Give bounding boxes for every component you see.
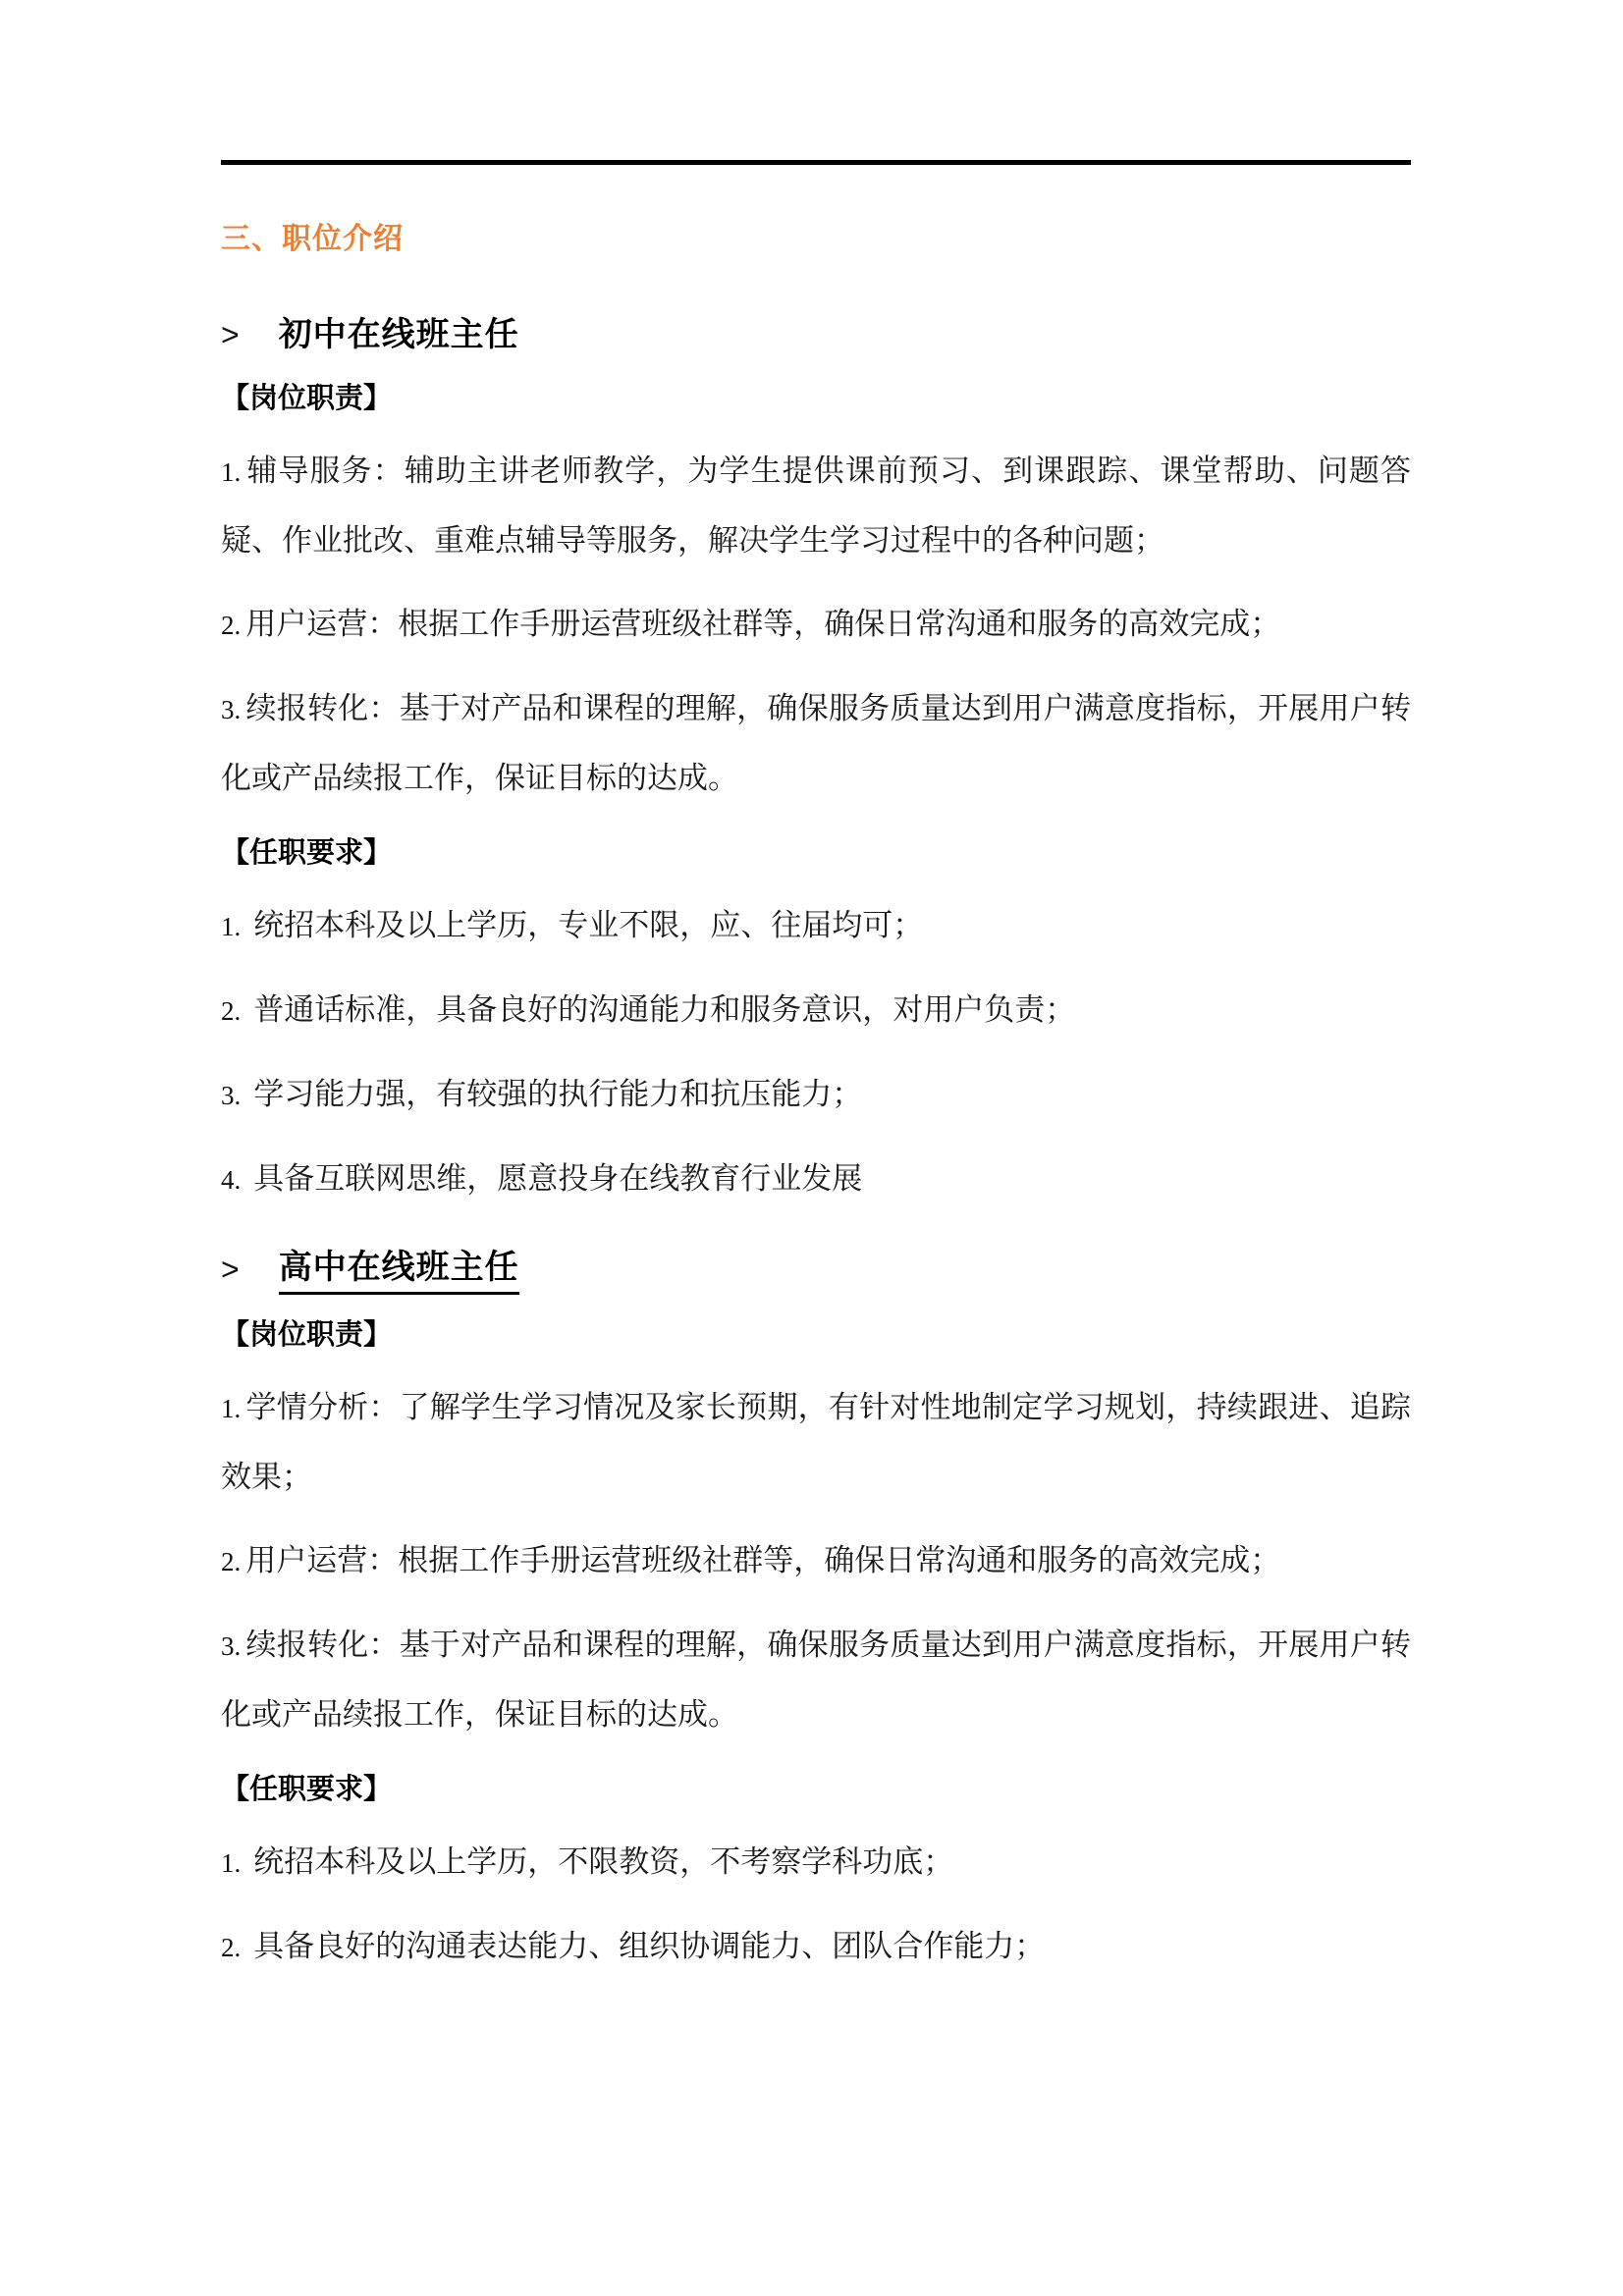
job-title-row xyxy=(221,1244,1411,1295)
item-number: 1. xyxy=(221,912,242,941)
duties-list xyxy=(221,1373,1411,1749)
duty-item xyxy=(221,590,1411,660)
requirement-item xyxy=(221,976,1411,1045)
requirement-item xyxy=(221,1060,1411,1130)
duties-header: 【岗位职责】 xyxy=(221,383,393,414)
item-text: 统招本科及以上学历，专业不限，应、往届均可； xyxy=(253,908,924,942)
item-text: 续报转化：基于对产品和课程的理解，确保服务质量达到用户满意度指标，开展用户转化或产品续报工作，保证目标的达成。 xyxy=(221,1628,1411,1732)
item-text: 具备良好的沟通表达能力、组织协调能力、团队合作能力； xyxy=(253,1929,1046,1963)
requirements-header: 【任职要求】 xyxy=(221,1774,393,1805)
item-number: 2. xyxy=(221,1547,242,1576)
duty-item xyxy=(221,674,1411,813)
duty-item xyxy=(221,437,1411,575)
item-number: 2. xyxy=(221,1933,242,1962)
job-section-junior-high xyxy=(221,311,1411,1214)
requirement-item xyxy=(221,1912,1411,1982)
item-text: 用户运营：根据工作手册运营班级社群等，确保日常沟通和服务的高效完成； xyxy=(245,607,1281,641)
item-text: 具备互联网思维，愿意投身在线教育行业发展 xyxy=(253,1161,863,1196)
item-number: 2. xyxy=(221,996,242,1026)
section-heading: 三、职位介绍 xyxy=(221,223,404,255)
horizontal-rule xyxy=(221,160,1411,165)
item-text: 辅导服务：辅助主讲老师教学，为学生提供课前预习、到课跟踪、课堂帮助、问题答疑、作业批改、重难点辅导等服务，解决学生学习过程中的各种问题； xyxy=(221,454,1411,558)
job-title-row xyxy=(221,311,1411,358)
requirements-header: 【任职要求】 xyxy=(221,837,393,869)
duty-item xyxy=(221,1526,1411,1596)
item-text: 学情分析：了解学生学习情况及家长预期，有针对性地制定学习规划，持续跟进、追踪效果； xyxy=(221,1390,1411,1494)
arrow-bullet-icon: > xyxy=(221,1252,240,1287)
item-number: 4. xyxy=(221,1165,242,1195)
item-number: 2. xyxy=(221,611,242,640)
job-title: 高中在线班主任 xyxy=(279,1244,519,1295)
duties-list xyxy=(221,437,1411,813)
job-section-senior-high xyxy=(221,1244,1411,1982)
item-number: 3. xyxy=(221,1081,242,1110)
requirement-item xyxy=(221,891,1411,961)
item-text: 普通话标准，具备良好的沟通能力和服务意识，对用户负责； xyxy=(253,992,1076,1027)
duty-item xyxy=(221,1611,1411,1749)
requirements-list xyxy=(221,1828,1411,1982)
item-text: 统招本科及以上学历，不限教资，不考察学科功底； xyxy=(253,1844,954,1879)
item-text: 学习能力强，有较强的执行能力和抗压能力； xyxy=(253,1077,863,1111)
requirement-item xyxy=(221,1145,1411,1214)
duty-item xyxy=(221,1373,1411,1512)
item-number: 3. xyxy=(221,695,242,724)
item-number: 1. xyxy=(221,457,242,487)
item-number: 1. xyxy=(221,1848,242,1878)
requirements-list xyxy=(221,891,1411,1214)
job-title: 初中在线班主任 xyxy=(278,316,519,353)
arrow-bullet-icon: > xyxy=(221,317,240,352)
item-number: 1. xyxy=(221,1394,242,1423)
item-number: 3. xyxy=(221,1631,242,1661)
requirement-item xyxy=(221,1828,1411,1897)
duties-header: 【岗位职责】 xyxy=(221,1319,393,1351)
item-text: 续报转化：基于对产品和课程的理解，确保服务质量达到用户满意度指标，开展用户转化或产品续报工作，保证目标的达成。 xyxy=(221,691,1411,795)
item-text: 用户运营：根据工作手册运营班级社群等，确保日常沟通和服务的高效完成； xyxy=(245,1543,1281,1577)
